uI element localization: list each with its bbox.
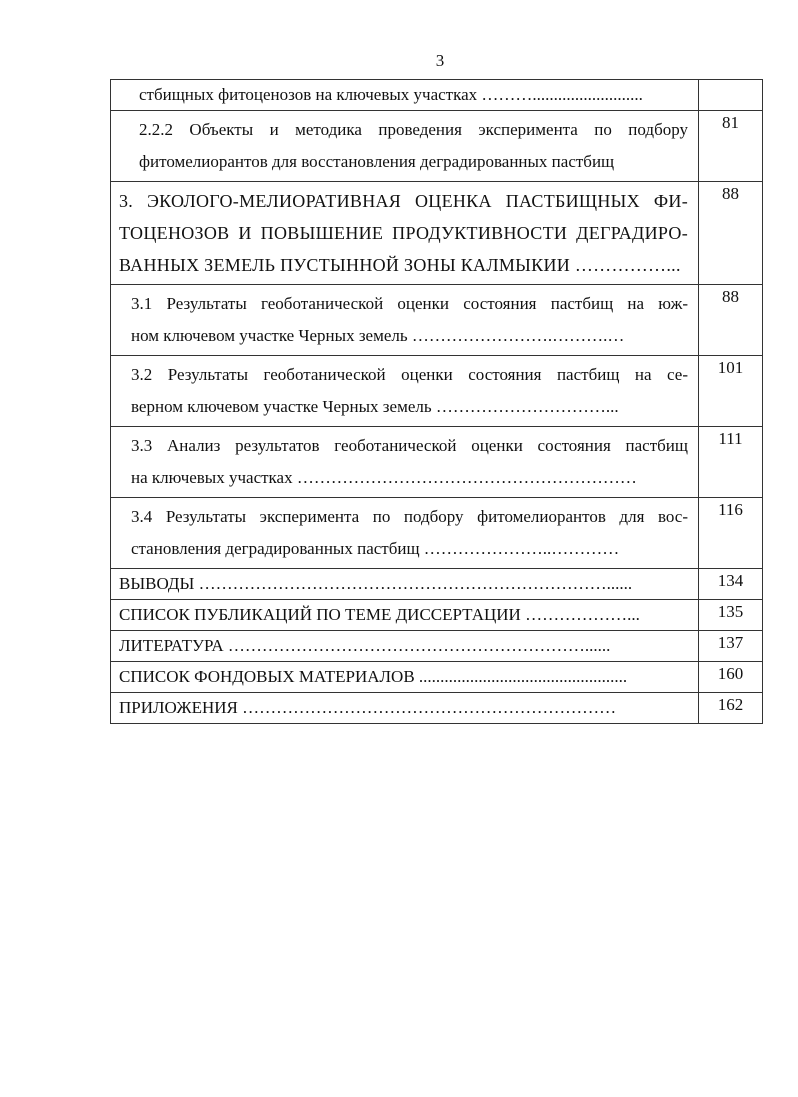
table-of-contents [110, 79, 763, 724]
toc-entry-page: 101 [699, 356, 763, 427]
toc-entry-title [111, 356, 699, 427]
toc-entry-line: 3.2 Результаты геоботанической оценки состояния пастбищ на се- [131, 365, 688, 384]
toc-entry-title [111, 693, 699, 724]
toc-entry-line: становления деградированных пастбищ …………………..………… [131, 539, 620, 558]
toc-entry-title [111, 111, 699, 182]
toc-row [111, 80, 763, 111]
toc-entry-page: 162 [699, 693, 763, 724]
toc-entry-line: ЛИТЕРАТУРА ………………………………………………………...... [119, 636, 611, 655]
toc-entry-page: 160 [699, 662, 763, 693]
page-number: 3 [435, 51, 445, 70]
toc-entry-line: 3. ЭКОЛОГО-МЕЛИОРАТИВНАЯ ОЦЕНКА ПАСТБИЩНЫХ ФИ- [119, 191, 688, 211]
toc-entry-line: ВЫВОДЫ ………………………………………………………………...... [119, 574, 633, 593]
toc-entry-line: 3.4 Результаты эксперимента по подбору фитомелиорантов для вос- [131, 507, 688, 526]
toc-entry-title [111, 182, 699, 285]
toc-entry-line: СПИСОК ФОНДОВЫХ МАТЕРИАЛОВ ................................................. [119, 667, 628, 686]
toc-entry-line: ПРИЛОЖЕНИЯ ………………………………………………………… [119, 698, 617, 717]
toc-row [111, 600, 763, 631]
toc-entry-page: 137 [699, 631, 763, 662]
toc-entry-line: 2.2.2 Объекты и методика проведения эксперимента по подбору [139, 120, 688, 139]
toc-entry-page: 88 [699, 182, 763, 285]
toc-entry-line: СПИСОК ПУБЛИКАЦИЙ ПО ТЕМЕ ДИССЕРТАЦИИ ………………... [119, 605, 640, 624]
toc-row [111, 569, 763, 600]
toc-entry-page: 135 [699, 600, 763, 631]
toc-entry-title [111, 662, 699, 693]
toc-entry-page: 81 [699, 111, 763, 182]
toc-entry-title [111, 285, 699, 356]
toc-entry-title [111, 427, 699, 498]
toc-entry-line: на ключевых участках …………………………………………………… [131, 468, 637, 487]
toc-entry-line: ном ключевом участке Черных земель …………………….……….… [131, 326, 625, 345]
toc-row [111, 356, 763, 427]
toc-entry-page: 111 [699, 427, 763, 498]
toc-entry-title [111, 569, 699, 600]
toc-entry-page: 88 [699, 285, 763, 356]
toc-entry-line: ТОЦЕНОЗОВ И ПОВЫШЕНИЕ ПРОДУКТИВНОСТИ ДЕГРАДИРО- [119, 223, 688, 243]
toc-row [111, 693, 763, 724]
toc-entry-line: верном ключевом участке Черных земель …………………………... [131, 397, 619, 416]
toc-entry-line: ВАННЫХ ЗЕМЕЛЬ ПУСТЫННОЙ ЗОНЫ КАЛМЫКИИ ……………... [119, 255, 681, 275]
toc-row [111, 111, 763, 182]
toc-entry-page: 116 [699, 498, 763, 569]
toc-row [111, 182, 763, 285]
toc-entry-line: 3.3 Анализ результатов геоботанической оценки состояния пастбищ [131, 436, 688, 455]
toc-entry-title [111, 631, 699, 662]
toc-row [111, 662, 763, 693]
toc-row [111, 631, 763, 662]
toc-entry-line: фитомелиорантов для восстановления деградированных пастбищ [139, 152, 615, 171]
toc-entry-line: стбищных фитоценозов на ключевых участках ……….......................... [139, 85, 643, 104]
toc-entry-page [699, 80, 763, 111]
toc-entry-title [111, 600, 699, 631]
toc-entry-title [111, 498, 699, 569]
toc-row [111, 427, 763, 498]
toc-entry-title [111, 80, 699, 111]
toc-row [111, 285, 763, 356]
toc-entry-line: 3.1 Результаты геоботанической оценки состояния пастбищ на юж- [131, 294, 688, 313]
toc-row [111, 498, 763, 569]
toc-entry-page: 134 [699, 569, 763, 600]
